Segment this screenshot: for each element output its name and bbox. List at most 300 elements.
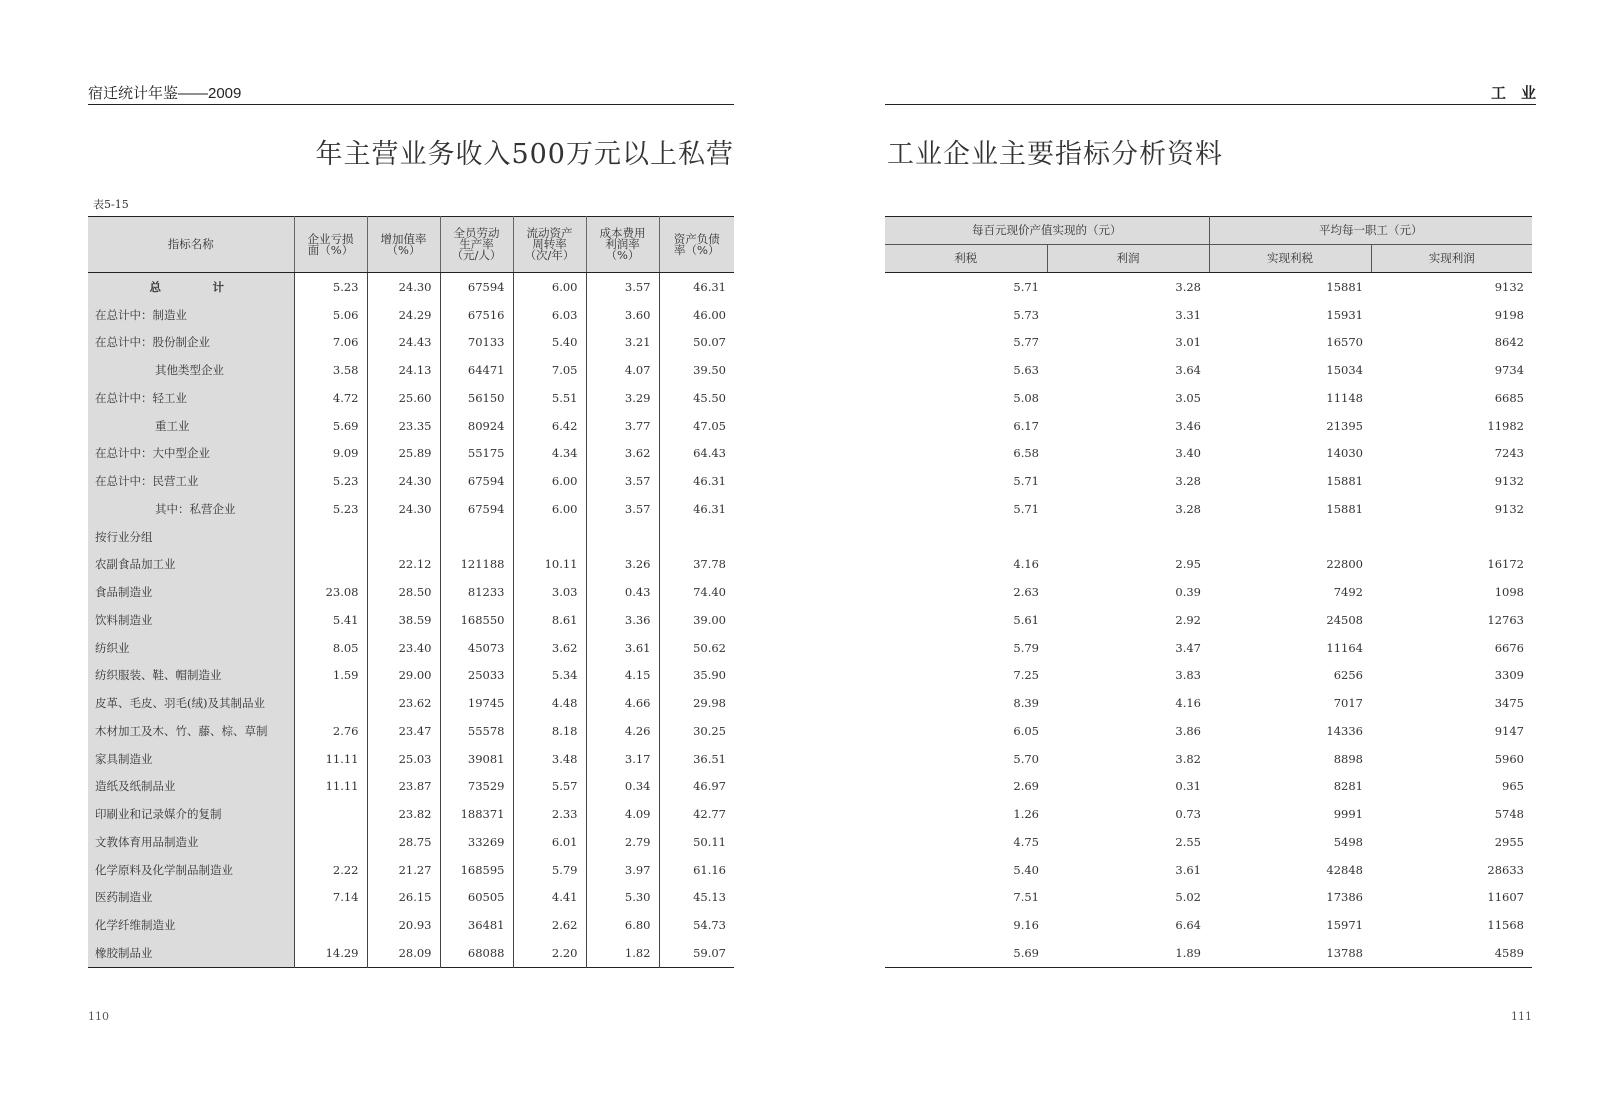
- table-cell: 61.16: [659, 856, 734, 884]
- table-cell: 168595: [440, 856, 513, 884]
- table-cell: 7.05: [513, 356, 586, 384]
- row-label: 造纸及纸制品业: [88, 773, 294, 801]
- table-cell: 5.40: [1013, 862, 1039, 877]
- table-cell: [294, 523, 367, 551]
- table-cell: 21.27: [367, 856, 440, 884]
- table-cell: 24.43: [367, 329, 440, 357]
- table-row: [885, 412, 1532, 440]
- table-cell: 10.11: [513, 551, 586, 579]
- table-cell: 188371: [440, 800, 513, 828]
- table-cell: 33269: [440, 828, 513, 856]
- column-header: 实现利润: [1371, 245, 1532, 273]
- table-row: [885, 828, 1532, 856]
- table-cell: 3.77: [586, 412, 659, 440]
- table-cell: 3.61: [1175, 862, 1201, 877]
- table-row: [885, 884, 1532, 912]
- table-cell: 39081: [440, 745, 513, 773]
- table-row: [88, 273, 734, 301]
- table-cell: 45.50: [659, 384, 734, 412]
- table-cell: 46.31: [659, 467, 734, 495]
- table-cell: 6.00: [513, 273, 586, 301]
- row-label: 农副食品加工业: [88, 551, 294, 579]
- table-cell: 2.92: [1175, 612, 1201, 627]
- table-row: [885, 911, 1532, 939]
- table-row: [88, 384, 734, 412]
- table-cell: 14336: [1326, 723, 1363, 738]
- table-cell: 11568: [1487, 918, 1524, 933]
- table-cell: 50.07: [659, 329, 734, 357]
- indicator-table-left: [88, 216, 734, 968]
- column-header: 利税: [885, 245, 1047, 273]
- table-cell: 5.23: [294, 467, 367, 495]
- table-cell: 3.28: [1175, 279, 1201, 294]
- table-cell: 4.26: [586, 717, 659, 745]
- table-row: [885, 467, 1532, 495]
- table-cell: 9132: [1494, 279, 1524, 294]
- table-cell: 5.79: [1013, 640, 1039, 655]
- row-label: 在总计中：大中型企业: [88, 440, 294, 468]
- table-cell: 1098: [1494, 585, 1524, 600]
- row-label: 在总计中：制造业: [88, 301, 294, 329]
- table-cell: 67516: [440, 301, 513, 329]
- table-cell: 3.58: [294, 356, 367, 384]
- table-cell: 6.42: [513, 412, 586, 440]
- table-row: [885, 606, 1532, 634]
- table-row: [88, 523, 734, 551]
- table-cell: 3.40: [1175, 446, 1201, 461]
- table-cell: 3.61: [586, 634, 659, 662]
- column-header: 资产负债 率（%）: [659, 217, 734, 273]
- table-cell: 3.29: [586, 384, 659, 412]
- table-cell: 3.17: [586, 745, 659, 773]
- table-cell: [294, 689, 367, 717]
- table-cell: 23.82: [367, 800, 440, 828]
- table-cell: 1.82: [586, 939, 659, 967]
- table-cell: 25.60: [367, 384, 440, 412]
- table-cell: 3.57: [586, 467, 659, 495]
- table-cell: 965: [1502, 779, 1524, 794]
- row-label: 在总计中：股份制企业: [88, 329, 294, 357]
- table-cell: 5.71: [1013, 279, 1039, 294]
- table-row: [88, 745, 734, 773]
- table-row: [885, 662, 1532, 690]
- table-cell: [367, 523, 440, 551]
- table-cell: 5.40: [513, 329, 586, 357]
- table-cell: 9198: [1494, 307, 1524, 322]
- table-row: [88, 440, 734, 468]
- table-cell: 5.73: [1013, 307, 1039, 322]
- table-row: [88, 800, 734, 828]
- table-cell: 55175: [440, 440, 513, 468]
- table-cell: 3.82: [1175, 751, 1201, 766]
- table-cell: 46.00: [659, 301, 734, 329]
- table-cell: 6.64: [1175, 918, 1201, 933]
- table-cell: 11148: [1326, 390, 1363, 405]
- table-cell: 5.79: [513, 856, 586, 884]
- table-cell: 2.22: [294, 856, 367, 884]
- table-cell: 2.95: [1175, 557, 1201, 572]
- table-cell: 23.08: [294, 578, 367, 606]
- table-cell: 17386: [1326, 890, 1363, 905]
- table-cell: 47.05: [659, 412, 734, 440]
- table-cell: 42848: [1326, 862, 1363, 877]
- table-cell: 4.75: [1013, 834, 1039, 849]
- column-header: 企业亏损 面（%）: [294, 217, 367, 273]
- table-cell: 9147: [1494, 723, 1524, 738]
- table-row: [88, 689, 734, 717]
- table-row: [885, 773, 1532, 801]
- table-cell: 5.08: [1013, 390, 1039, 405]
- table-cell: 121188: [440, 551, 513, 579]
- table-cell: 9.16: [1013, 918, 1039, 933]
- table-row: [885, 440, 1532, 468]
- table-cell: 3.86: [1175, 723, 1201, 738]
- table-cell: 4.09: [586, 800, 659, 828]
- table-row: [885, 273, 1532, 301]
- table-cell: 15881: [1326, 501, 1363, 516]
- table-cell: 29.00: [367, 662, 440, 690]
- row-label: 化学原料及化学制品制造业: [88, 856, 294, 884]
- table-cell: 2.62: [513, 911, 586, 939]
- table-cell: 39.00: [659, 606, 734, 634]
- table-cell: 5.06: [294, 301, 367, 329]
- table-cell: 1.26: [1013, 807, 1039, 822]
- table-row: [88, 634, 734, 662]
- table-row: [88, 606, 734, 634]
- table-cell: 11607: [1487, 890, 1524, 905]
- row-label: 皮革、毛皮、羽毛(绒)及其制品业: [88, 689, 294, 717]
- table-cell: 5.41: [294, 606, 367, 634]
- row-label: 总 计: [88, 273, 294, 301]
- table-cell: 6.80: [586, 911, 659, 939]
- table-cell: 16570: [1326, 335, 1363, 350]
- table-cell: 25.89: [367, 440, 440, 468]
- table-cell: [586, 523, 659, 551]
- row-label: 纺织服装、鞋、帽制造业: [88, 662, 294, 690]
- table-cell: 23.62: [367, 689, 440, 717]
- table-cell: 28.50: [367, 578, 440, 606]
- page-number-right: 111: [1511, 1010, 1532, 1023]
- table-cell: 5960: [1494, 751, 1524, 766]
- table-cell: 24.30: [367, 467, 440, 495]
- table-cell: 0.43: [586, 578, 659, 606]
- table-row: [885, 689, 1532, 717]
- table-cell: 38.59: [367, 606, 440, 634]
- table-cell: 2955: [1494, 834, 1524, 849]
- table-cell: 5.02: [1175, 890, 1201, 905]
- table-cell: 3309: [1494, 668, 1524, 683]
- table-cell: 6.01: [513, 828, 586, 856]
- table-cell: 3.57: [586, 495, 659, 523]
- table-cell: 25.03: [367, 745, 440, 773]
- table-cell: 5.77: [1013, 335, 1039, 350]
- column-header: 实现利税: [1209, 245, 1371, 273]
- table-cell: 26.15: [367, 884, 440, 912]
- table-cell: [294, 800, 367, 828]
- row-label: 其他类型企业: [88, 356, 294, 384]
- table-row: [88, 495, 734, 523]
- table-cell: 168550: [440, 606, 513, 634]
- table-cell: 9734: [1494, 363, 1524, 378]
- table-cell: 50.11: [659, 828, 734, 856]
- table-cell: 6.03: [513, 301, 586, 329]
- table-cell: 24.30: [367, 273, 440, 301]
- table-cell: [885, 523, 1047, 551]
- group-header-row: [885, 217, 1532, 245]
- table-cell: 6.58: [1013, 446, 1039, 461]
- table-cell: 3.97: [586, 856, 659, 884]
- table-header-row: [88, 217, 734, 273]
- table-cell: 5.71: [1013, 474, 1039, 489]
- table-cell: 73529: [440, 773, 513, 801]
- table-cell: 3.83: [1175, 668, 1201, 683]
- table-row: [885, 329, 1532, 357]
- table-cell: 19745: [440, 689, 513, 717]
- table-cell: 5.30: [586, 884, 659, 912]
- table-cell: [659, 523, 734, 551]
- table-cell: 30.25: [659, 717, 734, 745]
- table-cell: 22.12: [367, 551, 440, 579]
- table-cell: 3.60: [586, 301, 659, 329]
- table-cell: 0.73: [1175, 807, 1201, 822]
- table-cell: 6685: [1494, 390, 1524, 405]
- table-row: [88, 301, 734, 329]
- table-row: [88, 717, 734, 745]
- table-row: [885, 939, 1532, 967]
- group-header-per-hundred-yuan: 每百元现价产值实现的（元）: [885, 217, 1209, 245]
- row-label: 橡胶制品业: [88, 939, 294, 967]
- table-cell: 22800: [1326, 557, 1363, 572]
- table-cell: 28.75: [367, 828, 440, 856]
- table-cell: 15881: [1326, 279, 1363, 294]
- table-cell: 7.06: [294, 329, 367, 357]
- table-cell: 3.47: [1175, 640, 1201, 655]
- table-cell: 24.13: [367, 356, 440, 384]
- table-row: [88, 911, 734, 939]
- table-cell: 55578: [440, 717, 513, 745]
- table-cell: [294, 551, 367, 579]
- running-head-left: 宿迁统计年鉴——2009: [88, 85, 242, 102]
- table-cell: 50.62: [659, 634, 734, 662]
- table-cell: 67594: [440, 467, 513, 495]
- group-header-per-employee: 平均每一职工（元）: [1209, 217, 1532, 245]
- column-header: 流动资产 周转率 （次/年）: [513, 217, 586, 273]
- table-cell: 36.51: [659, 745, 734, 773]
- table-cell: 8.39: [1013, 696, 1039, 711]
- table-cell: 74.40: [659, 578, 734, 606]
- running-head-right: 工 业: [1490, 85, 1536, 102]
- page-number-left: 110: [88, 1010, 109, 1023]
- table-cell: 24.30: [367, 495, 440, 523]
- table-cell: 1.59: [294, 662, 367, 690]
- table-cell: 3.31: [1175, 307, 1201, 322]
- table-cell: 3.26: [586, 551, 659, 579]
- table-cell: 37.78: [659, 551, 734, 579]
- row-label: 重工业: [88, 412, 294, 440]
- table-cell: 45073: [440, 634, 513, 662]
- table-cell: 7017: [1333, 696, 1363, 711]
- table-cell: 24508: [1326, 612, 1363, 627]
- table-cell: 4.34: [513, 440, 586, 468]
- table-row: [885, 745, 1532, 773]
- table-cell: 3.57: [586, 273, 659, 301]
- table-cell: 7.14: [294, 884, 367, 912]
- row-label: 饮料制造业: [88, 606, 294, 634]
- row-label: 食品制造业: [88, 578, 294, 606]
- table-cell: 16172: [1487, 557, 1524, 572]
- table-cell: 4.48: [513, 689, 586, 717]
- table-cell: 5.23: [294, 495, 367, 523]
- table-cell: 59.07: [659, 939, 734, 967]
- table-cell: 54.73: [659, 911, 734, 939]
- row-label: 木材加工及木、竹、藤、棕、草制: [88, 717, 294, 745]
- table-cell: 25033: [440, 662, 513, 690]
- table-cell: 11.11: [294, 773, 367, 801]
- table-cell: 5.57: [513, 773, 586, 801]
- table-cell: [294, 911, 367, 939]
- table-cell: [294, 828, 367, 856]
- table-row: [88, 578, 734, 606]
- table-cell: 2.55: [1175, 834, 1201, 849]
- page-title-left: 年主营业务收入500万元以上私营: [315, 139, 734, 170]
- table-cell: 0.31: [1175, 779, 1201, 794]
- table-cell: 23.87: [367, 773, 440, 801]
- table-row: [885, 356, 1532, 384]
- table-cell: 14030: [1326, 446, 1363, 461]
- table-cell: 3.03: [513, 578, 586, 606]
- table-row: [885, 551, 1532, 579]
- table-cell: 4.66: [586, 689, 659, 717]
- table-row: [885, 384, 1532, 412]
- table-cell: 9132: [1494, 474, 1524, 489]
- table-cell: 3.01: [1175, 335, 1201, 350]
- table-cell: 3.48: [513, 745, 586, 773]
- table-cell: 15931: [1326, 307, 1363, 322]
- table-cell: 80924: [440, 412, 513, 440]
- table-row: [88, 939, 734, 967]
- table-cell: 5.23: [294, 273, 367, 301]
- table-row: [885, 523, 1532, 551]
- table-row: [88, 467, 734, 495]
- table-row: [885, 578, 1532, 606]
- table-cell: 9132: [1494, 501, 1524, 516]
- table-cell: 3475: [1494, 696, 1524, 711]
- table-cell: 7243: [1494, 446, 1524, 461]
- table-number: 表5-15: [93, 198, 129, 211]
- table-cell: 7.25: [1013, 668, 1039, 683]
- table-cell: 1.89: [1175, 945, 1201, 960]
- table-row: [885, 717, 1532, 745]
- column-header: 增加值率 （%）: [367, 217, 440, 273]
- table-cell: 60505: [440, 884, 513, 912]
- column-header: 成本费用 利润率 （%）: [586, 217, 659, 273]
- table-cell: 8642: [1494, 335, 1524, 350]
- table-cell: 42.77: [659, 800, 734, 828]
- header-rule-left: [88, 104, 734, 105]
- table-cell: 6.00: [513, 467, 586, 495]
- table-cell: 46.31: [659, 273, 734, 301]
- table-cell: 4.16: [1013, 557, 1039, 572]
- header-rule-right: [885, 104, 1536, 105]
- table-cell: 6.17: [1013, 418, 1039, 433]
- table-cell: 5.63: [1013, 363, 1039, 378]
- table-cell: 3.05: [1175, 390, 1201, 405]
- table-cell: 29.98: [659, 689, 734, 717]
- table-cell: 28.09: [367, 939, 440, 967]
- table-cell: 56150: [440, 384, 513, 412]
- table-row: [88, 329, 734, 357]
- table-cell: 5.70: [1013, 751, 1039, 766]
- table-cell: 9991: [1333, 807, 1363, 822]
- table-cell: 6256: [1333, 668, 1363, 683]
- row-label: 印刷业和记录媒介的复制: [88, 800, 294, 828]
- table-cell: 3.36: [586, 606, 659, 634]
- table-row: [88, 356, 734, 384]
- table-cell: 15881: [1326, 474, 1363, 489]
- table-cell: 5498: [1333, 834, 1363, 849]
- table-cell: 5.71: [1013, 501, 1039, 516]
- table-cell: 5.69: [1013, 945, 1039, 960]
- table-row: [885, 856, 1532, 884]
- table-cell: [440, 523, 513, 551]
- row-label: 化学纤维制造业: [88, 911, 294, 939]
- table-cell: 21395: [1326, 418, 1363, 433]
- table-cell: 5.69: [294, 412, 367, 440]
- table-row: [88, 662, 734, 690]
- table-cell: 2.76: [294, 717, 367, 745]
- table-cell: 8.18: [513, 717, 586, 745]
- table-cell: 36481: [440, 911, 513, 939]
- table-cell: 6676: [1494, 640, 1524, 655]
- table-cell: 4.07: [586, 356, 659, 384]
- table-cell: 12763: [1487, 612, 1524, 627]
- table-cell: 7.51: [1013, 890, 1039, 905]
- table-cell: 4.41: [513, 884, 586, 912]
- table-cell: 13788: [1326, 945, 1363, 960]
- table-cell: 28633: [1487, 862, 1524, 877]
- row-label: 文教体育用品制造业: [88, 828, 294, 856]
- table-cell: 11.11: [294, 745, 367, 773]
- table-cell: 4.15: [586, 662, 659, 690]
- table-cell: 3.62: [586, 440, 659, 468]
- table-cell: 2.33: [513, 800, 586, 828]
- table-cell: 2.69: [1013, 779, 1039, 794]
- table-cell: 3.46: [1175, 418, 1201, 433]
- table-cell: 9.09: [294, 440, 367, 468]
- table-cell: 23.35: [367, 412, 440, 440]
- table-cell: 5748: [1494, 807, 1524, 822]
- column-header: 全员劳动 生产率 （元/人）: [440, 217, 513, 273]
- table-cell: 15034: [1326, 363, 1363, 378]
- table-cell: 15971: [1326, 918, 1363, 933]
- table-cell: 8898: [1333, 751, 1363, 766]
- table-cell: 3.62: [513, 634, 586, 662]
- table-cell: 46.31: [659, 495, 734, 523]
- table-cell: 67594: [440, 495, 513, 523]
- row-label: 在总计中：轻工业: [88, 384, 294, 412]
- column-header: 利润: [1047, 245, 1209, 273]
- table-cell: 39.50: [659, 356, 734, 384]
- table-cell: 11982: [1487, 418, 1524, 433]
- table-cell: 23.40: [367, 634, 440, 662]
- table-cell: 3.28: [1175, 501, 1201, 516]
- table-cell: 5.51: [513, 384, 586, 412]
- table-cell: 14.29: [294, 939, 367, 967]
- table-cell: 24.29: [367, 301, 440, 329]
- table-row: [88, 884, 734, 912]
- table-cell: 67594: [440, 273, 513, 301]
- table-cell: 0.39: [1175, 585, 1201, 600]
